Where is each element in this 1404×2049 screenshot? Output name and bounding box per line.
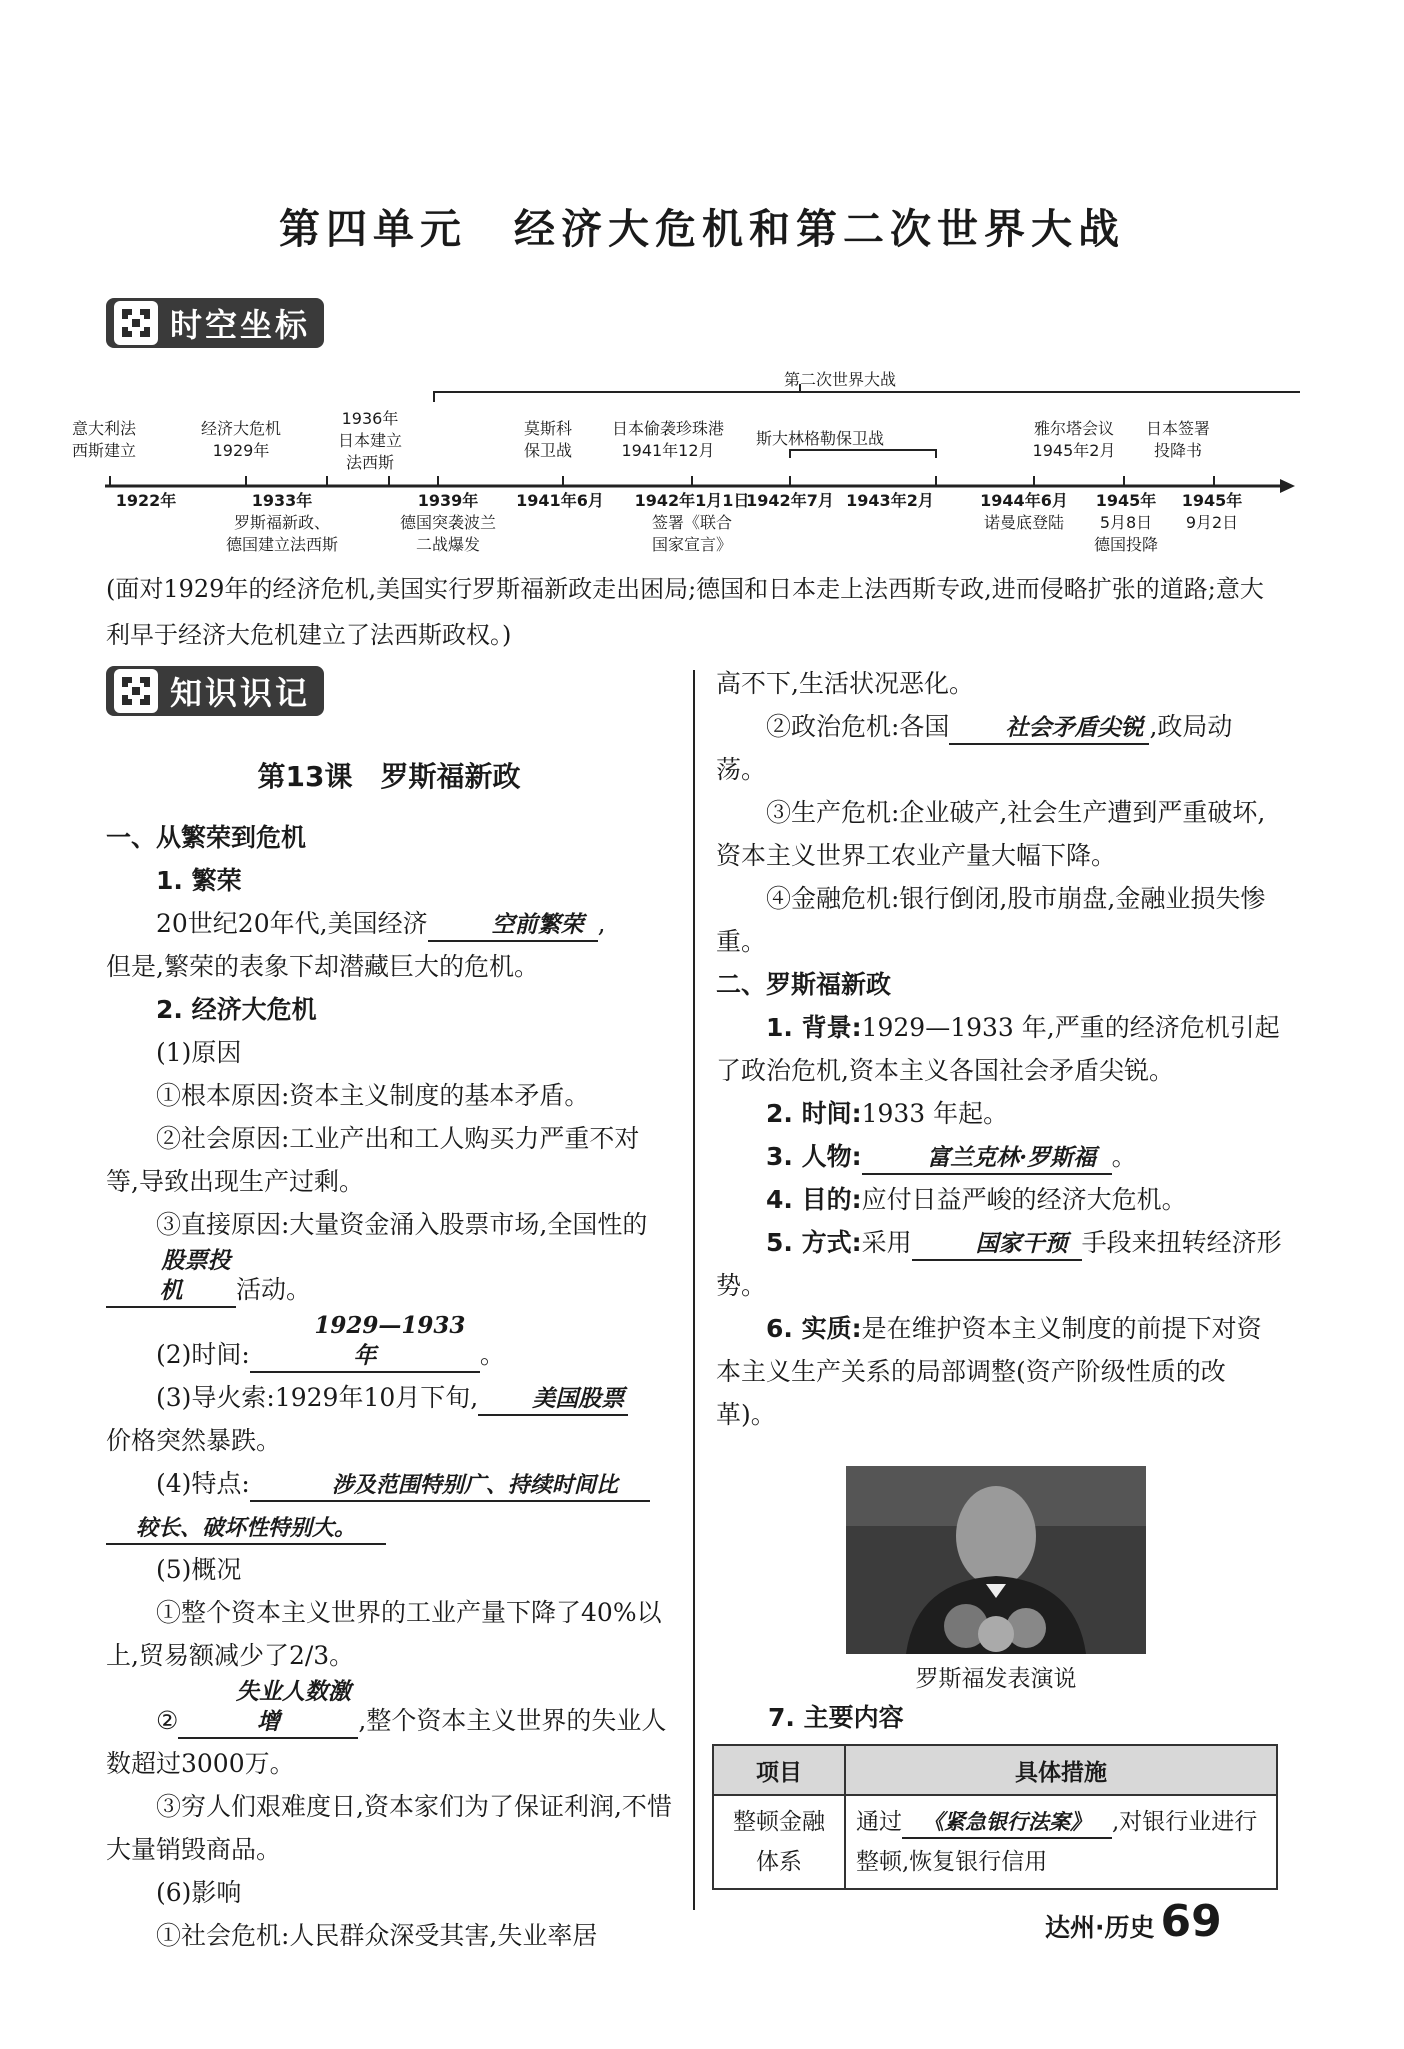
paragraph: ④金融危机:银行倒闭,股市崩盘,金融业损失惨重。 xyxy=(716,884,1266,956)
paragraph: ①根本原因:资本主义制度的基本矛盾。 xyxy=(156,1081,590,1110)
timeline-date-label: 1945年 5月8日 德国投降 xyxy=(1093,491,1158,554)
paragraph: 6. 实质:是在维护资本主义制度的前提下对资本主义生产关系的局部调整(资产阶级性质的改革)。 xyxy=(716,1314,1262,1429)
main-content-table xyxy=(712,1744,1278,1890)
section-badge-timeline xyxy=(106,298,324,348)
timeline-date-label: 1933年 罗斯福新政、 德国建立法西斯 xyxy=(225,491,338,554)
paragraph: (4)特点: 涉及范围特别广、持续时间比 xyxy=(106,1462,672,1505)
sub-heading: 2. 经济大危机 xyxy=(156,995,317,1024)
roosevelt-photo xyxy=(846,1466,1146,1654)
timeline-date-label: 1939年 德国突袭波兰 二战爆发 xyxy=(399,491,496,554)
timeline-date-label: 1942年7月 xyxy=(746,491,834,510)
photo-caption: 罗斯福发表演说 xyxy=(915,1666,1077,1692)
table-row xyxy=(713,1795,1277,1889)
table-header-measures: 具体措施 xyxy=(845,1745,1277,1795)
heading-new-deal: 二、罗斯福新政 xyxy=(716,970,892,999)
paragraph: 20世纪20年代,美国经济 空前繁荣 , 但是,繁荣的表象下却潜藏巨大的危机。 xyxy=(106,909,606,981)
answer-blank: 《紧急银行法案》 xyxy=(902,1807,1112,1839)
timeline-date-label: 1922年 xyxy=(115,491,177,510)
timeline-event-label: 1936年 日本建立 法西斯 xyxy=(337,409,402,472)
paragraph: ③穷人们艰难度日,资本家们为了保证利润,不惜大量销毁商品。 xyxy=(106,1792,672,1864)
ww2-bracket xyxy=(434,392,1300,402)
right-column xyxy=(716,662,1282,1436)
section-icon xyxy=(114,301,158,345)
heading-prosperity-crisis: 一、从繁荣到危机 xyxy=(106,823,307,852)
left-column xyxy=(106,816,672,1957)
paragraph: 3. 人物: 富兰克林·罗斯福 。 xyxy=(716,1135,1282,1178)
section-label: 时空坐标 xyxy=(170,306,311,344)
table-cell-measure: 通过 《紧急银行法案》 ,对银行业进行整顿,恢复银行信用 xyxy=(845,1795,1277,1889)
column-divider xyxy=(693,670,695,1910)
answer-blank: 美国股票 xyxy=(478,1384,628,1416)
lesson-title: 第13课 罗斯福新政 xyxy=(257,760,521,793)
paragraph: ①社会危机:人民群众深受其害,失业率居 xyxy=(156,1921,598,1950)
answer-blank: 1929—1933 年 xyxy=(250,1311,480,1373)
timeline-event-label: 日本签署 投降书 xyxy=(1145,419,1210,460)
paragraph: ②失业人数激增 ,整个资本主义世界的失业人数超过3000万。 xyxy=(106,1678,667,1778)
timeline-date-label: 1945年 9月2日 xyxy=(1181,491,1243,532)
paragraph: (2)时间:1929—1933 年 。 xyxy=(106,1311,672,1376)
paragraph: 高不下,生活状况恶化。 xyxy=(716,669,974,698)
timeline-date-label: 1944年6月 诺曼底登陆 xyxy=(980,491,1068,532)
section-badge-knowledge xyxy=(106,666,324,716)
timeline-date-label: 1942年1月1日 签署《联合 国家宣言》 xyxy=(634,491,750,554)
paragraph: ③直接原因:大量资金涌入股票市场,全国性的股票投机 活动。 xyxy=(106,1203,672,1311)
timeline-event-label: 经济大危机 1929年 xyxy=(200,419,281,460)
timeline-event-label: 雅尔塔会议 1945年2月 xyxy=(1032,419,1116,460)
timeline-event-label: 日本偷袭珍珠港 1941年12月 xyxy=(611,419,724,460)
answer-blank: 股票投机 xyxy=(106,1246,236,1308)
section-label: 知识识记 xyxy=(170,674,311,712)
sub-heading: 1. 繁荣 xyxy=(156,866,242,895)
table-header-item: 项目 xyxy=(713,1745,845,1795)
paragraph: ②社会原因:工业产出和工人购买力严重不对等,导致出现生产过剩。 xyxy=(106,1124,640,1196)
paragraph: (6)影响 xyxy=(156,1878,242,1907)
answer-blank: 较长、破坏性特别大。 xyxy=(106,1513,386,1545)
answer-blank: 空前繁荣 xyxy=(428,910,598,942)
answer-blank: 涉及范围特别广、持续时间比 xyxy=(250,1470,650,1502)
paragraph: 4. 目的:应付日益严峻的经济大危机。 xyxy=(766,1185,1187,1214)
page-footer xyxy=(1045,1896,1222,1947)
answer-blank: 国家干预 xyxy=(912,1229,1082,1261)
table-cell-item: 整顿金融体系 xyxy=(713,1795,845,1889)
unit-title: 第四单元 经济大危机和第二次世界大战 xyxy=(279,205,1125,253)
timeline-date-label: 1941年6月 xyxy=(516,491,604,510)
paragraph: (5)概况 xyxy=(156,1555,242,1584)
paragraph: 1. 背景:1929—1933 年,严重的经济危机引起了政治危机,资本主义各国社会矛盾尖锐。 xyxy=(716,1013,1280,1085)
paragraph: 2. 时间:1933 年起。 xyxy=(766,1099,1009,1128)
footer-region: 达州·历史 xyxy=(1045,1913,1155,1942)
timeline-event-label: 斯大林格勒保卫战 xyxy=(755,429,884,448)
answer-blank: 富兰克林·罗斯福 xyxy=(862,1143,1112,1175)
timeline-ww2-label: 第二次世界大战 xyxy=(783,370,896,389)
paragraph: (1)原因 xyxy=(156,1038,242,1067)
paragraph: ③生产危机:企业破产,社会生产遭到严重破坏,资本主义世界工农业产量大幅下降。 xyxy=(716,798,1266,870)
page-number: 69 xyxy=(1160,1896,1222,1947)
paragraph: ①整个资本主义世界的工业产量下降了40%以上,贸易额减少了2/3。 xyxy=(106,1598,662,1670)
answer-blank: 失业人数激增 xyxy=(178,1677,358,1739)
timeline-date-label: 1943年2月 xyxy=(846,491,934,510)
timeline-event-label: 莫斯科 保卫战 xyxy=(523,419,572,460)
paragraph: ②政治危机:各国 社会矛盾尖锐 ,政局动荡。 xyxy=(716,712,1233,784)
paragraph: (3)导火索:1929年10月下旬, 美国股票 价格突然暴跌。 xyxy=(106,1376,672,1462)
paragraph xyxy=(106,1505,672,1548)
paragraph: 5. 方式:采用 国家干预 手段来扭转经济形势。 xyxy=(716,1228,1282,1300)
section-icon xyxy=(114,669,158,713)
timeline-event-label: 意大利法 西斯建立 xyxy=(71,419,136,460)
answer-blank: 社会矛盾尖锐 xyxy=(949,713,1149,745)
stalingrad-bracket xyxy=(790,450,936,458)
timeline-summary: (面对1929年的经济危机,美国实行罗斯福新政走出困局;德国和日本走上法西斯专政,进而侵略扩张的道路;意大利早于经济大危机建立了法西斯政权。) xyxy=(106,575,1264,649)
sub-heading: 7. 主要内容 xyxy=(768,1703,904,1732)
